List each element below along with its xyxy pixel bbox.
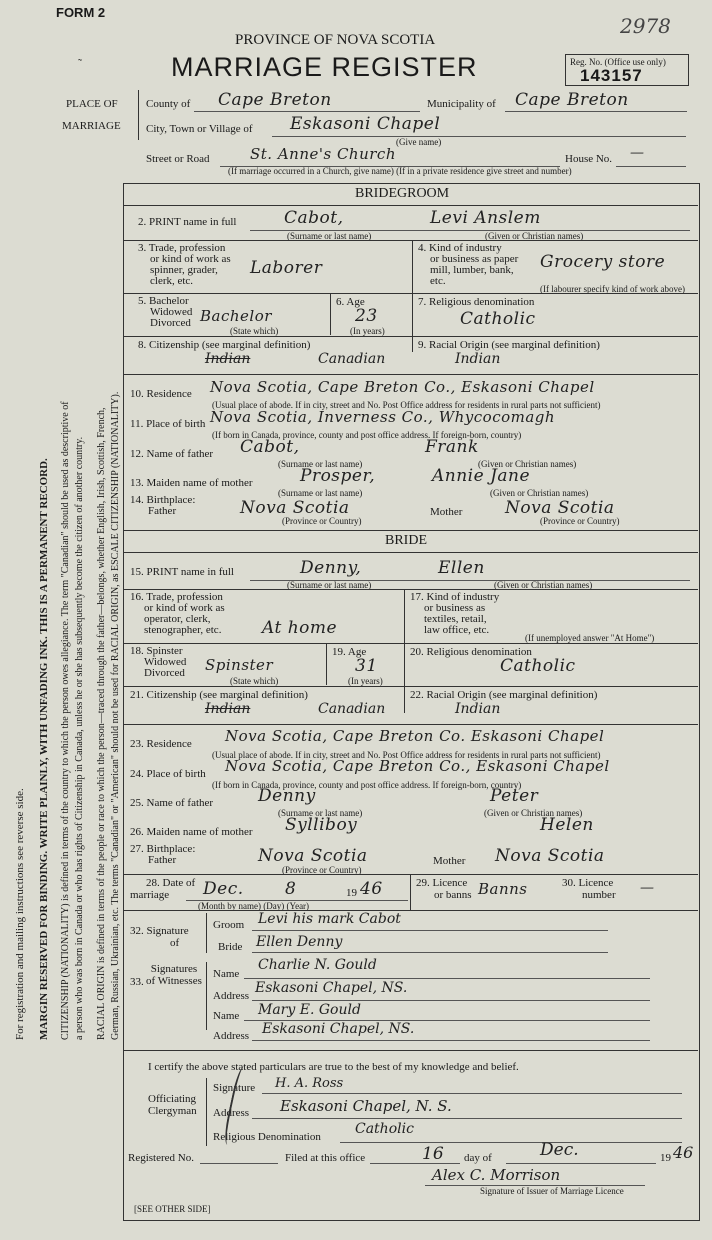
groom-citizenship-struck: Indian (205, 351, 251, 367)
g-f6-note: (In years) (350, 326, 385, 336)
tick-mark: ˜ (78, 56, 82, 70)
m-f28-a: 28. Date of (146, 877, 196, 889)
m-f29 (416, 877, 472, 901)
officiating-label (148, 1093, 197, 1117)
filed-month: Dec. (540, 1140, 579, 1160)
b-f18-a: 18. Spinster (130, 645, 183, 657)
b-f19-note: (In years) (348, 676, 383, 686)
clergy-signature: H. A. Ross (275, 1076, 344, 1091)
m-f28-b: marriage (130, 889, 170, 901)
witness1-address: Eskasoni Chapel, NS. (255, 980, 408, 996)
g-f4-b: or business as paper (430, 253, 519, 265)
groom-sig-label: Groom (213, 919, 245, 931)
b-f23: 23. Residence (130, 738, 192, 750)
groom-racial: Indian (455, 351, 501, 367)
filed-year: 46 (673, 1143, 694, 1162)
form-label: FORM 2 (56, 5, 106, 20)
b-f24-note: (If born in Canada, province, county and post office address. If foreign-born, country) (212, 780, 522, 790)
groom-signature: Levi his mark Cabot (258, 911, 401, 927)
b-f24: 24. Place of birth (130, 768, 206, 780)
g-f12: 12. Name of father (130, 448, 214, 460)
s-f33: 33. (130, 976, 144, 988)
bride-given: Ellen (438, 558, 485, 578)
g-f5-b: Widowed (150, 306, 193, 318)
g-f9: 9. Racial Origin (see marginal definition) (418, 339, 600, 351)
g-f3-c: spinner, grader, (150, 264, 218, 276)
reg-box-label: Reg. No. (Office use only) (570, 57, 666, 67)
b-f18-c: Divorced (144, 667, 185, 679)
groom-residence: Nova Scotia, Cape Breton Co., Eskasoni Chapel (210, 378, 595, 396)
groom-citizenship: Canadian (318, 351, 386, 367)
filed-day: 16 (422, 1144, 444, 1164)
groom-religion: Catholic (460, 309, 536, 329)
filed-year-prefix: 19 (660, 1152, 671, 1164)
groom-father-birth: Nova Scotia (240, 498, 350, 518)
marriage-day: 8 (285, 879, 297, 899)
g-prov-note-2: (Province or Country) (540, 516, 620, 526)
groom-industry: Grocery store (540, 252, 666, 272)
bride-father-birth: Nova Scotia (258, 846, 368, 866)
witness1-name: Charlie N. Gould (258, 957, 377, 973)
m-f30 (562, 877, 616, 901)
b-f22: 22. Racial Origin (see marginal definition) (410, 689, 598, 701)
g-f5-a: 5. Bachelor (138, 295, 189, 307)
g-f6: 6. Age (336, 296, 365, 308)
bride-mother-surname: Sylliboy (285, 815, 358, 835)
b-sub-surname: (Surname or last name) (287, 580, 372, 590)
city-note: (Give name) (396, 137, 442, 147)
g-f12-sub1: (Surname or last name) (278, 459, 363, 469)
g-mother-label: Mother (430, 506, 463, 518)
side-line-3: CITIZENSHIP (NATIONALITY) is defined in terms of the country to which the person owes allegiance. The term "Canadian" should be used as descriptive of (60, 401, 71, 1040)
groom-father-surname: Cabot, (240, 437, 300, 457)
side-line-2: MARGIN RESERVED FOR BINDING. WRITE PLAINLY, WITH UNFADING INK. THIS IS A PERMANENT RECORD. (38, 458, 50, 1040)
bride-mother-given: Helen (540, 815, 594, 835)
b-f25-sub1: (Surname or last name) (278, 808, 363, 818)
bride-sig-label: Bride (218, 941, 243, 953)
licence-number: — (640, 880, 654, 896)
s-wit-label2: of Witnesses (146, 975, 202, 987)
g-f4-note: (If labourer specify kind of work above) (540, 284, 685, 294)
b-f26: 26. Maiden name of mother (130, 826, 253, 838)
bride-status: Spinster (205, 656, 274, 674)
groom-birthplace: Nova Scotia, Inverness Co., Whycocomagh (210, 408, 556, 426)
registered-label: Registered No. (128, 1152, 194, 1164)
m-date-note: (Month by name) (Day) (Year) (198, 901, 310, 911)
off-b: Clergyman (148, 1105, 197, 1117)
g-f10: 10. Residence (130, 388, 192, 400)
groom-surname: Cabot, (284, 208, 344, 228)
bride-father-surname: Denny (258, 786, 316, 806)
marriage-month: Dec. (203, 879, 244, 899)
bride-father-given: Peter (490, 786, 539, 806)
g-f13-sub1: (Surname or last name) (278, 488, 363, 498)
g-f3 (138, 243, 231, 287)
bride-signature: Ellen Denny (256, 934, 343, 950)
g-f4-c: mill, lumber, bank, (430, 264, 514, 276)
b-f16-d: stenographer, etc. (144, 624, 222, 636)
issuer-signature: Alex C. Morrison (432, 1166, 561, 1184)
side-line-6: German, Russian, Ukrainian, etc. The terms "Canadian" or "American" should not be used for RACIAL ORIGIN, as ESCALE CITIZENSHIP (NATIONALITY). (110, 391, 121, 1040)
g-prov-note-1: (Province or Country) (282, 516, 362, 526)
groom-heading: BRIDEGROOM (355, 186, 450, 201)
clergy-address: Eskasoni Chapel, N. S. (280, 1097, 452, 1115)
b-f25-sub2: (Given or Christian names) (484, 808, 583, 818)
w1-addr-label: Address (213, 990, 250, 1002)
bride-citizenship: Canadian (318, 701, 386, 717)
groom-status: Bachelor (200, 307, 272, 325)
s-f32-b: of (170, 937, 180, 949)
b-sub-given: (Given or Christian names) (494, 580, 593, 590)
b-f17-note: (If unemployed answer "At Home") (525, 633, 655, 643)
groom-father-given: Frank (425, 437, 479, 457)
house-value: — (630, 145, 644, 161)
s-f32 (130, 925, 189, 949)
g-f10-note: (Usual place of abode. If in city, street and No. Post Office address for residents in rural parts not sufficient) (212, 400, 601, 410)
county-value: Cape Breton (218, 90, 332, 110)
g-f14 (130, 495, 195, 517)
municipality-label: Municipality of (427, 98, 496, 110)
g-f12-sub2: (Given or Christian names) (478, 459, 577, 469)
b-f20: 20. Religious denomination (410, 646, 532, 658)
b-f19: 19. Age (332, 646, 367, 658)
bride-birthplace: Nova Scotia, Cape Breton Co., Eskasoni Chapel (225, 757, 610, 775)
b-f17-a: 17. Kind of industry (410, 591, 500, 603)
w1-name-label: Name (213, 968, 240, 980)
g-f8: 8. Citizenship (see marginal definition) (138, 339, 311, 351)
reg-number-box (565, 54, 689, 86)
g-f7: 7. Religious denomination (418, 296, 535, 308)
s-wit-label: Signatures (150, 963, 198, 975)
municipality-value: Cape Breton (515, 90, 629, 110)
issuer-label: Signature of Issuer of Marriage Licence (480, 1186, 624, 1196)
g-f4-a: 4. Kind of industry (418, 242, 502, 254)
groom-age: 23 (355, 306, 378, 326)
g-f4 (418, 243, 518, 287)
place-of-label: PLACE OF (66, 98, 118, 110)
see-other-side: [SEE OTHER SIDE] (134, 1204, 211, 1214)
clergy-denom-label: Religious Denomination (213, 1131, 321, 1143)
m-f29-a: 29. Licence (416, 877, 468, 889)
m-f28 (130, 877, 195, 901)
marriage-label: MARRIAGE (62, 120, 121, 132)
bride-heading: BRIDE (385, 533, 427, 548)
w2-name-label: Name (213, 1010, 240, 1022)
b-f15: 15. PRINT name in full (130, 566, 234, 578)
g-f11: 11. Place of birth (130, 418, 206, 430)
b-f17-b: or business as (424, 602, 486, 614)
g-f11-note: (If born in Canada, province, county and post office address. If foreign-born, country) (212, 430, 522, 440)
g-father-label: Father (148, 505, 177, 517)
b-f17-c: textiles, retail, (424, 613, 487, 625)
b-f27 (130, 844, 195, 866)
clergy-denomination: Catholic (355, 1121, 414, 1137)
bride-trade: At home (262, 618, 338, 638)
b-f17-d: law office, etc. (424, 624, 490, 636)
bride-mother-birth: Nova Scotia (495, 846, 605, 866)
b-f18 (130, 646, 186, 679)
s-f32-a: 32. Signature (130, 925, 189, 937)
street-value: St. Anne's Church (250, 145, 396, 163)
g-f13: 13. Maiden name of mother (130, 477, 253, 489)
g-f2: 2. PRINT name in full (138, 216, 237, 228)
b-f25: 25. Name of father (130, 797, 214, 809)
side-line-4: a person who was born in Canada or who has rights of Citizenship in Canada, unless he or she has subsequently become the citizen of another country. (74, 436, 85, 1040)
clergy-addr-label: Address (213, 1107, 250, 1119)
b-f16-a: 16. Trade, profession (130, 591, 223, 603)
g-f5 (138, 296, 192, 329)
marriage-banns: Banns (478, 880, 528, 898)
clergy-sig-label: Signature (213, 1082, 256, 1094)
street-label: Street or Road (146, 153, 210, 165)
bride-residence: Nova Scotia, Cape Breton Co. Eskasoni Chapel (225, 727, 605, 745)
groom-given: Levi Anslem (430, 208, 541, 228)
b-father-label: Father (148, 854, 177, 866)
reg-number: 143157 (580, 66, 643, 85)
b-f18-note: (State which) (230, 676, 279, 686)
b-f23-note: (Usual place of abode. If in city, street and No. Post Office address for residents in rural parts not sufficient) (212, 750, 601, 760)
g-f5-note: (State which) (230, 326, 279, 336)
brace-line (138, 90, 139, 140)
b-f16-c: operator, clerk, (144, 613, 211, 625)
city-label: City, Town or Village of (146, 123, 253, 135)
side-line-5: RACIAL ORIGIN is defined in terms of the people or race to which the person—traced through the father—belongs, whether English, Irish, Scottish, French, (96, 407, 107, 1040)
house-label: House No. (565, 153, 613, 165)
bride-religion: Catholic (500, 656, 576, 676)
g-f14-a: 14. Birthplace: (130, 494, 196, 506)
b-mother-label: Mother (433, 855, 466, 867)
m-f30-a: 30. Licence (562, 877, 614, 889)
marriage-year: 46 (360, 879, 383, 899)
m-f30-b: number (582, 889, 616, 901)
sub-surname: (Surname or last name) (287, 231, 372, 241)
g-f4-d: etc. (430, 275, 446, 287)
page-title: MARRIAGE REGISTER (171, 52, 478, 82)
b-prov-note: (Province or Country) (282, 865, 362, 875)
certify-text: I certify the above stated particulars are true to the best of my knowledge and belief. (148, 1061, 519, 1073)
filed-label: Filed at this office (285, 1152, 366, 1164)
county-label: County of (146, 98, 191, 110)
g-f3-a: 3. Trade, profession (138, 242, 226, 254)
bride-age: 31 (355, 656, 378, 676)
b-f17 (410, 592, 499, 636)
witness2-address: Eskasoni Chapel, NS. (262, 1021, 415, 1037)
sub-given: (Given or Christian names) (485, 231, 584, 241)
side-line-1: For registration and mailing instructions see reverse side. (14, 788, 26, 1040)
s-witnesses (146, 963, 202, 987)
m-f29-b: or banns (434, 889, 472, 901)
marriage-year-prefix: 19 (346, 887, 357, 899)
b-f21: 21. Citizenship (see marginal definition) (130, 689, 308, 701)
g-f3-b: or kind of work as (150, 253, 231, 265)
b-f16-b: or kind of work as (144, 602, 225, 614)
b-f27-a: 27. Birthplace: (130, 843, 196, 855)
corner-number: 2978 (620, 14, 671, 38)
off-a: Officiating (148, 1093, 197, 1105)
groom-mother-birth: Nova Scotia (505, 498, 615, 518)
bride-citizenship-struck: Indian (205, 701, 251, 717)
groom-mother-given: Annie Jane (432, 466, 531, 486)
g-f3-d: clerk, etc. (150, 275, 194, 287)
bride-racial: Indian (455, 701, 501, 717)
b-f18-b: Widowed (144, 656, 187, 668)
g-f13-sub2: (Given or Christian names) (490, 488, 589, 498)
witness2-name: Mary E. Gould (258, 1002, 361, 1018)
b-f16 (130, 592, 225, 636)
day-of-label: day of (464, 1152, 492, 1164)
g-f5-c: Divorced (150, 317, 191, 329)
city-value: Eskasoni Chapel (290, 114, 441, 134)
groom-mother-surname: Prosper, (300, 466, 376, 486)
groom-trade: Laborer (250, 258, 323, 278)
bride-surname: Denny, (300, 558, 362, 578)
w2-addr-label: Address (213, 1030, 250, 1042)
province-heading: PROVINCE OF NOVA SCOTIA (235, 32, 436, 48)
street-note: (If marriage occurred in a Church, give name) (If in a private residence give street and number) (228, 166, 572, 176)
